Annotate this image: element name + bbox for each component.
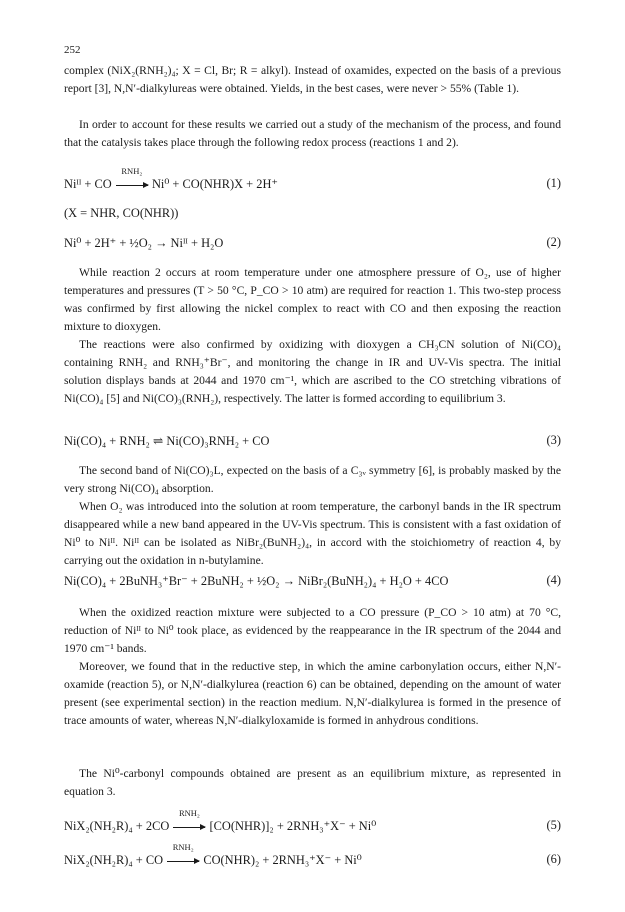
equation-1 — [64, 166, 561, 196]
paragraph-5: The second band of Ni(CO)₃L, expected on the basis of a C₃ᵥ symmetry [6], is probably masked by the very strong Ni(CO)₄ absorption. — [64, 464, 561, 495]
equation-5-rhs: [CO(NHR)]₂ + 2RNH₃⁺X⁻ + Ni⁰ — [209, 819, 377, 833]
equation-6-lhs: NiX₂(NH₂R)₄ + CO — [64, 853, 164, 867]
equation-number-3: (3) — [546, 433, 561, 447]
arrow-reagent-6: RNH₂ — [172, 842, 194, 852]
equation-1-note — [64, 206, 561, 226]
equation-5 — [64, 808, 561, 838]
paragraph-6: When O₂ was introduced into the solution at room temperature, the carbonyl bands in the IR spectrum disappeared while a new band appeared in the UV-Vis spectrum. This is consistent with a fast oxidation of Ni⁰ to Niᴵᴵ. Niᴵᴵ can be isolated as NiBr₂(BuNH₂)₄, in accord with the stoichiometry of reaction 4, by carrying out the oxidation in n-butylamine. — [64, 500, 561, 567]
equation-1-lhs: Niᴵᴵ + CO — [64, 177, 112, 191]
equation-5-lhs: NiX₂(NH₂R)₄ + 2CO — [64, 819, 170, 833]
equation-6-rhs: CO(NHR)₂ + 2RNH₃⁺X⁻ + Ni⁰ — [203, 853, 362, 867]
equation-number-6: (6) — [546, 852, 561, 866]
arrow-reagent-5: RNH₂ — [178, 808, 200, 818]
paragraph-7: When the oxidized reaction mixture were subjected to a CO pressure (P_CO > 10 atm) at 70 °C, reduction of Niᴵᴵ to Ni⁰ took place, as evidenced by the reappearance in the IR spectrum of the 2044 and 1970 cm⁻¹ bands. — [64, 606, 561, 655]
reaction-arrow-1 — [115, 166, 149, 192]
equation-number-2: (2) — [546, 235, 561, 249]
arrow-reagent-1: RNH₂ — [121, 166, 143, 176]
equation-note-text: (X = NHR, CO(NHR)) — [64, 206, 179, 220]
paragraph-3: While reaction 2 occurs at room temperature under one atmosphere pressure of O₂, use of higher temperatures and pressures (T > 50 °C, P_CO > 10 atm) are required for reaction 1. This two-step process was confirmed by first allowing the nickel complex to react with CO and then exposing the reaction mixture to dioxygen. — [64, 266, 561, 333]
equation-number-1: (1) — [546, 176, 561, 190]
equation-1-rhs: Ni⁰ + CO(NHR)X + 2H⁺ — [151, 177, 278, 191]
equation-4-text: Ni(CO)₄ + 2BuNH₃⁺Br⁻ + 2BuNH₂ + ½O₂ → NiBr₂(BuNH₂)₄ + H₂O + 4CO — [64, 574, 449, 588]
equation-number-5: (5) — [546, 818, 561, 832]
paragraph-2: In order to account for these results we carried out a study of the mechanism of the process, and found that the catalysis takes place through the following redox process (reactions 1 and 2). — [64, 118, 561, 149]
equation-3-text: Ni(CO)₄ + RNH₂ ⇌ Ni(CO)₃RNH₂ + CO — [64, 434, 270, 448]
equation-number-4: (4) — [546, 573, 561, 587]
paragraph-8: Moreover, we found that in the reductive step, in which the amine carbonylation occurs, either N,N′-oxamide (reaction 5), or N,N′-dialkylurea (reaction 6) can be obtained, depending on the amount of water present (see experimental section) in the reaction medium. N,N′-dialkylurea is formed in the presence of trace amounts of water, whereas N,N′-dialkyloxamide is formed in anhydrous conditions. — [64, 660, 561, 727]
paragraph-1: complex (NiX₂(RNH₂)₄; X = Cl, Br; R = alkyl). Instead of oxamides, expected on the basis of a previous report [3], N,N′-dialkylureas were obtained. Yields, in the best cases, were never > 55% (Table 1). — [64, 64, 561, 95]
equation-3 — [64, 433, 561, 453]
paragraph-4: The reactions were also confirmed by oxidizing with dioxygen a CH₃CN solution of Ni(CO)₄ containing RNH₂ and RNH₃⁺Br⁻, and monitoring the change in IR and UV-Vis spectra. The initial solution displays bands at 2044 and 1970 cm⁻¹, which are ascribed to the CO stretching vibrations of Ni(CO)₄ [5] and Ni(CO)₃(RNH₂), respectively. The latter is formed according to equilibrium 3. — [64, 338, 561, 405]
paragraph-9: The Ni⁰-carbonyl compounds obtained are present as an equilibrium mixture, as represented in equation 3. — [64, 767, 561, 798]
equation-6 — [64, 842, 561, 872]
equation-2 — [64, 235, 561, 255]
equation-4 — [64, 573, 561, 593]
reaction-arrow-5 — [172, 808, 206, 834]
reaction-arrow-6 — [166, 842, 200, 868]
page-number: 252 — [64, 44, 81, 56]
equation-2-text: Ni⁰ + 2H⁺ + ½O₂ → Niᴵᴵ + H₂O — [64, 236, 224, 250]
